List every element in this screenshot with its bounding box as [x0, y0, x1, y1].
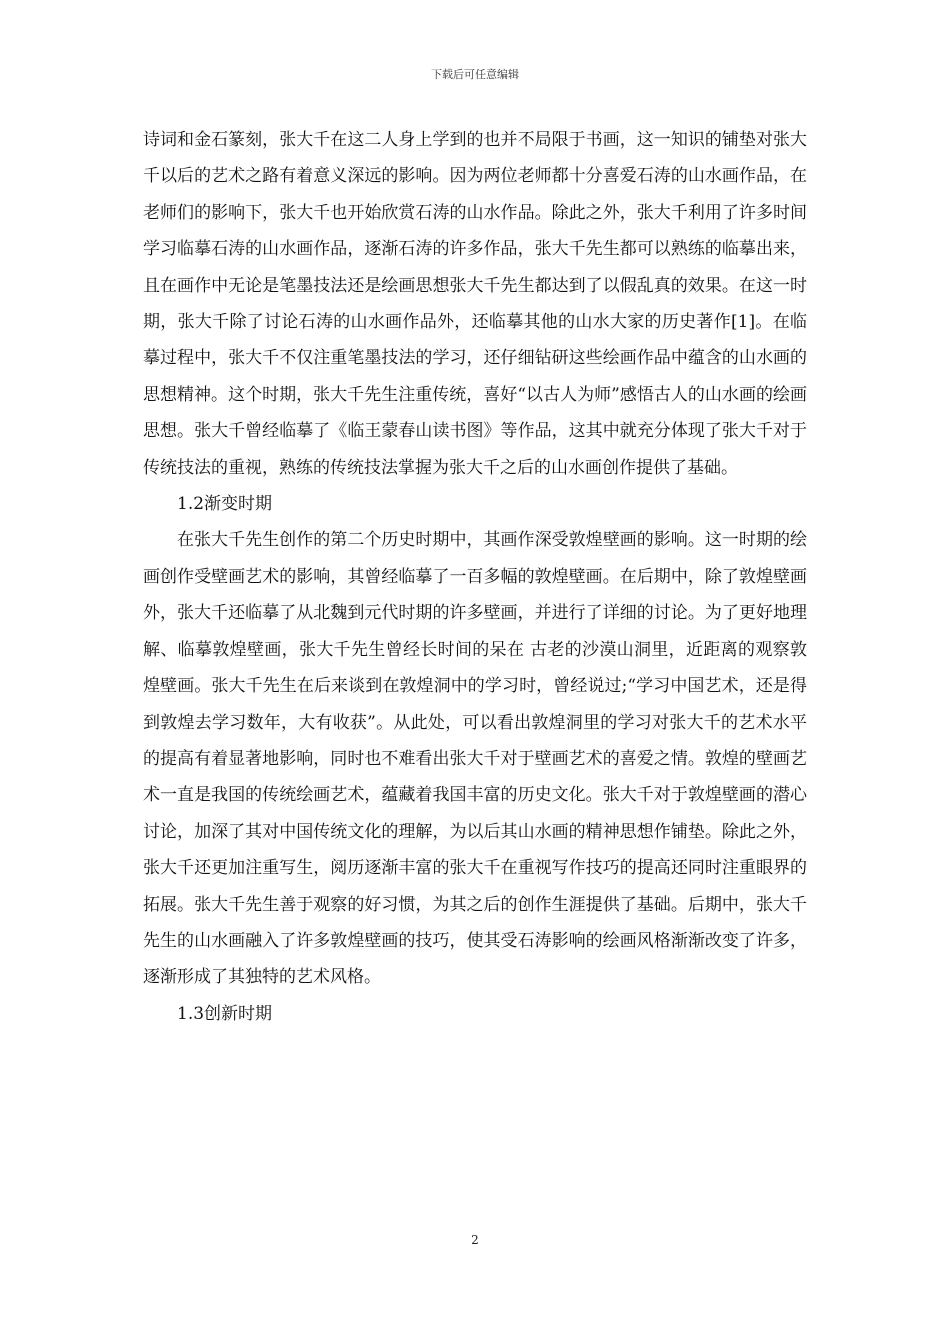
page-header: 下载后可任意编辑 — [431, 68, 519, 81]
paragraph-continued: 诗词和金石篆刻，张大千在这二人身上学到的也并不局限于书画，这一知识的铺垫对张大千以后的艺术之路有着意义深远的影响。因为两位老师都十分喜爱石涛的山水画作品，在老师们的影响下，张大千也开始欣赏石涛的山水作品。除此之外，张大千利用了许多时间学习临摹石涛的山水画作品，逐渐石涛的许多作品，张大千先生都可以熟练的临摹出来，且在画作中无论是笔墨技法还是绘画思想张大千先生都达到了以假乱真的效果。在这一时期，张大千除了讨论石涛的山水画作品外，还临摹其他的山水大家的历史著作[1]。在临摹过程中，张大千不仅注重笔墨技法的学习，还仔细钻研这些绘画作品中蕴含的山水画的思想精神。这个时期，张大千先生注重传统，喜好“以古人为师”感悟古人的山水画的绘画思想。张大千曾经临摹了《临王蒙春山读书图》等作品，这其中就充分体现了张大千对于传统技法的重视，熟练的传统技法掌握为张大千之后的山水画创作提供了基础。 — [143, 130, 807, 478]
section-heading-1-3: 1.3创新时期 — [177, 1003, 273, 1024]
paragraph-dunhuang: 在张大千先生创作的第二个历史时期中，其画作深受敦煌壁画的影响。这一时期的绘画创作受壁画艺术的影响，其曾经临摹了一百多幅的敦煌壁画。在后期中，除了敦煌壁画外，张大千还临摹了从北魏到元代时期的许多壁画，并进行了详细的讨论。为了更好地理解、临摹敦煌壁画，张大千先生曾经长时间的呆在 古老的沙漠山洞里，近距离的观察敦煌壁画。张大千先生在后来谈到在敦煌洞中的学习时，曾经说过;“学习中国艺术，还是得到敦煌去学习数年，大有收获”。从此处，可以看出敦煌洞里的学习对张大千的艺术水平的提高有着显著地影响，同时也不难看出张大千对于壁画艺术的喜爱之情。敦煌的壁画艺术一直是我国的传统绘画艺术，蕴藏着我国丰富的历史文化。张大千对于敦煌壁画的潜心讨论，加深了其对中国传统文化的理解，为以后其山水画的精神思想作铺垫。除此之外，张大千还更加注重写生，阅历逐渐丰富的张大千在重视写作技巧的提高还同时注重眼界的拓展。张大千先生善于观察的好习惯，为其之后的创作生涯提供了基础。后期中，张大千先生的山水画融入了许多敦煌壁画的技巧，使其受石涛影响的绘画风格渐渐改变了许多，逐渐形成了其独特的艺术风格。 — [143, 530, 807, 988]
page-number: 2 — [471, 1233, 479, 1247]
section-heading-1-2: 1.2渐变时期 — [177, 494, 273, 515]
document-body — [143, 122, 807, 1032]
